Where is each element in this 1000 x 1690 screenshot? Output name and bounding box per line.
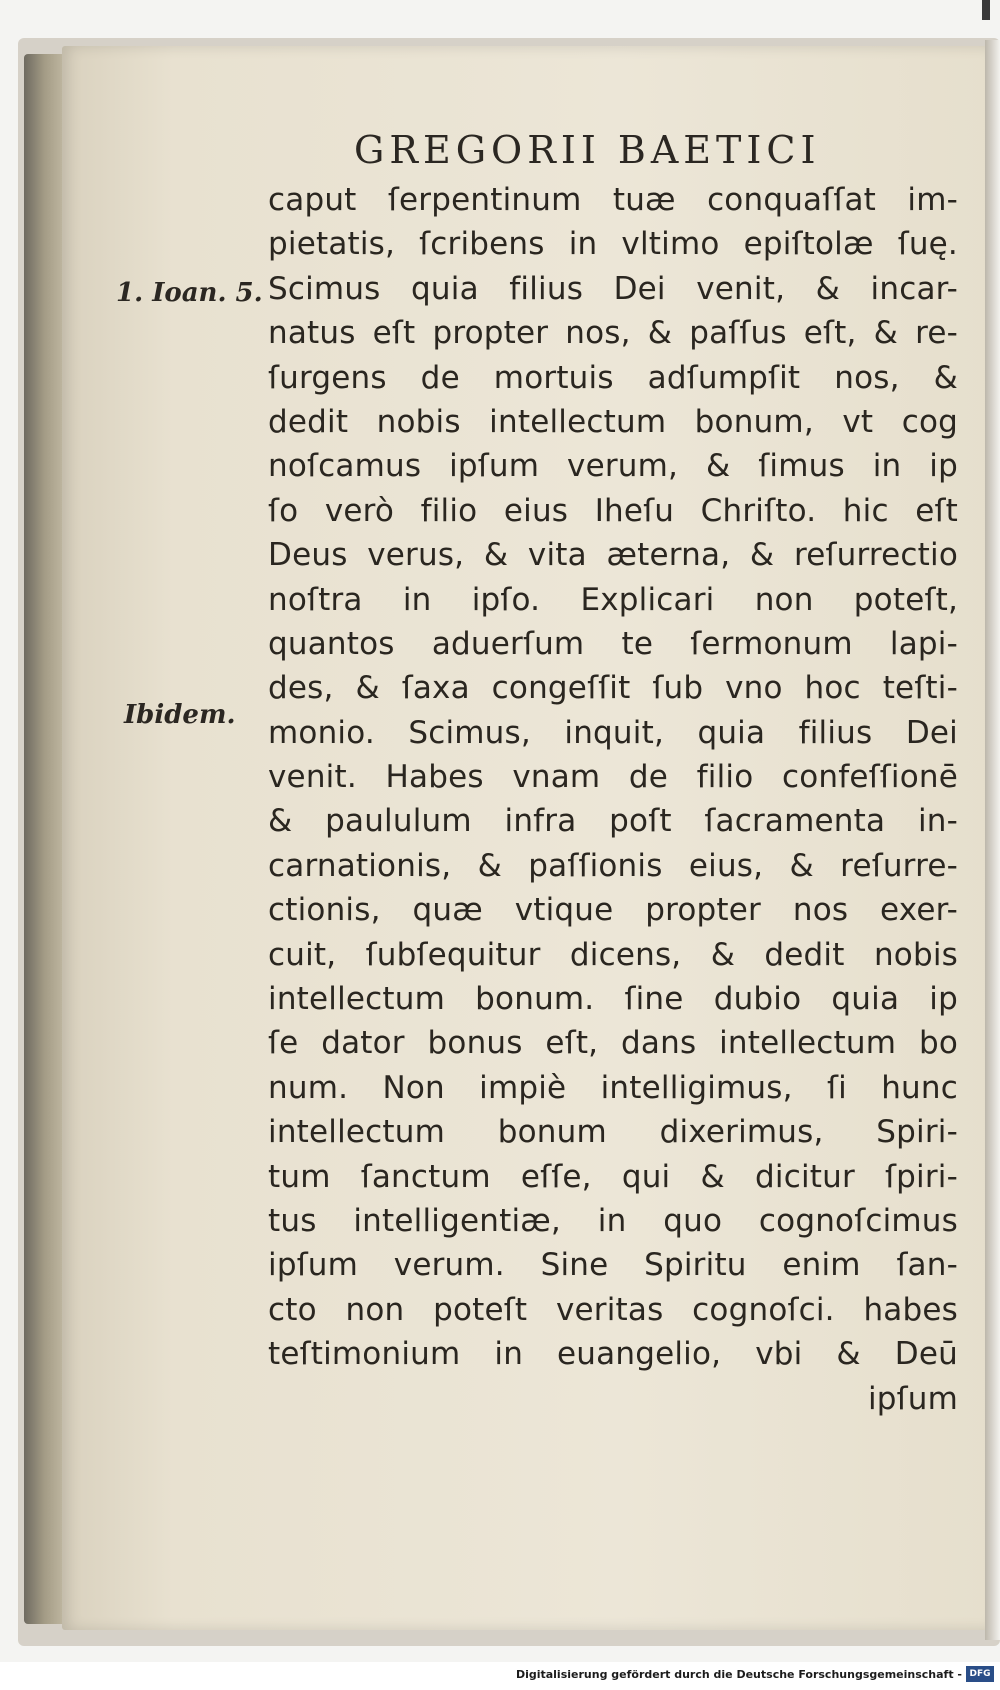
scan-corner-mark — [982, 0, 990, 20]
margin-note-ibidem: Ibidem. — [124, 700, 236, 730]
funding-credit: Digitalisierung gefördert durch die Deutsche Forschungsgemeinschaft - — [515, 1668, 962, 1681]
text-line: quantos aduerſum te ſermonum lapi- — [268, 625, 958, 662]
page-fore-edge — [985, 40, 1000, 1640]
text-line: tum ſanctum eſſe, qui & dicitur ſpiri- — [268, 1158, 958, 1195]
text-line: Scimus quia filius Dei venit, & incar- — [268, 270, 958, 307]
text-line: natus eſt propter nos, & paſſus eſt, & re- — [268, 315, 958, 352]
margin-note-reference: 1. Ioan. 5. — [116, 278, 263, 308]
text-line: des, & ſaxa congeſſit ſub vno hoc teſti- — [268, 670, 958, 707]
text-line: ſe dator bonus eſt, dans intellectum bo — [268, 1025, 958, 1062]
dfg-logo: DFG — [966, 1666, 994, 1682]
text-line: intellectum bonum. ſine dubio quia ip — [268, 981, 958, 1018]
text-line: & paululum infra poſt ſacramenta in- — [268, 803, 958, 840]
text-line: cuit, ſubſequitur dicens, & dedit nobis — [268, 936, 958, 973]
text-line: pietatis, ſcribens in vltimo epiſtolæ ſuę. — [268, 226, 958, 263]
text-line: tus intelligentiæ, in quo cognoſcimus — [268, 1202, 958, 1239]
text-line: ctionis, quæ vtique propter nos exer- — [268, 892, 958, 929]
text-line: noſcamus ipſum verum, & ſimus in ip — [268, 448, 958, 485]
running-head: GREGORII BAETICI — [354, 128, 821, 172]
text-line: caput ſerpentinum tuæ conquaſſat im- — [268, 182, 958, 218]
catchword: ipſum — [867, 1380, 958, 1417]
text-line: num. Non impiè intelligimus, ſi hunc — [268, 1069, 958, 1106]
text-line: dedit nobis intellectum bonum, vt cog — [268, 403, 958, 440]
text-line: carnationis, & paſſionis eius, & reſurre- — [268, 847, 958, 884]
text-line: noſtra in ipſo. Explicari non poteſt, — [268, 581, 958, 618]
text-line: ſo verò filio eius Iheſu Chriſto. hic eſt — [268, 492, 958, 529]
text-line: Deus verus, & vita æterna, & reſurrectio — [268, 537, 958, 574]
text-line: intellectum bonum dixerimus, Spiri- — [268, 1114, 958, 1151]
text-line: ſurgens de mortuis adſumpſit nos, & — [268, 359, 958, 396]
text-line: venit. Habes vnam de filio confeſſionē — [268, 759, 958, 796]
body-text — [268, 178, 958, 1421]
text-line: monio. Scimus, inquit, quia filius Dei — [268, 714, 958, 751]
text-line: teſtimonium in euangelio, vbi & Deū — [268, 1336, 958, 1373]
text-line: cto non poteſt veritas cognoſci. habes — [268, 1291, 958, 1328]
text-line: ipſum verum. Sine Spiritu enim ſan- — [268, 1247, 958, 1284]
